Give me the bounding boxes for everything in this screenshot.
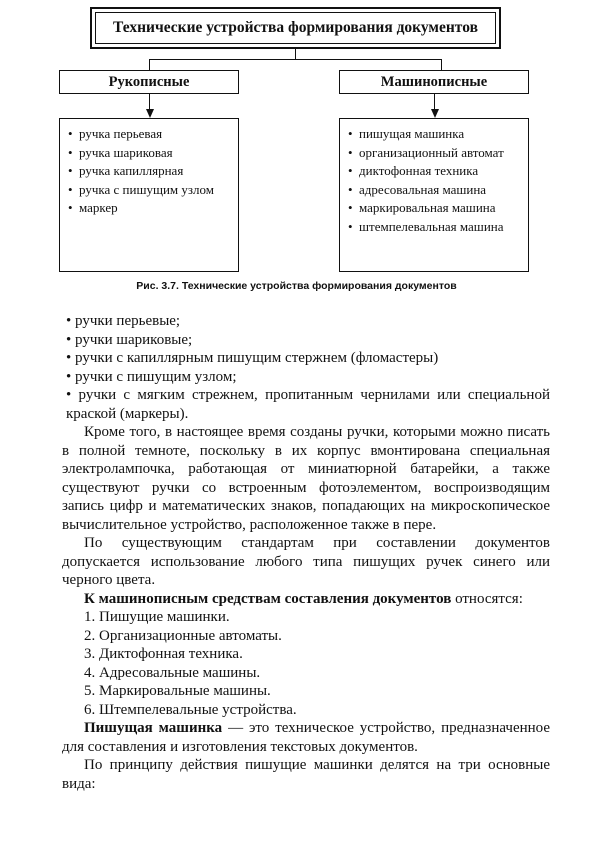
arrow-left-head	[146, 109, 154, 118]
typewritten-list-box	[339, 118, 529, 272]
typewritten-list	[340, 119, 528, 237]
pen-type-item: • ручки с пишущим узлом;	[66, 368, 237, 385]
typewritten-means-heading: К машинописным средствам составления документов относятся:	[84, 590, 523, 607]
handwritten-header: Рукописные	[108, 73, 190, 90]
list-item: • маркировальная машина	[348, 199, 520, 218]
figure-caption: Рис. 3.7. Технические устройства формирования документов	[136, 280, 457, 292]
paragraph-typewriter-kinds: По принципу действия пишущие машинки делятся на три основные вида:	[62, 757, 550, 792]
arrow-right-line	[434, 94, 435, 109]
diagram-title-box	[90, 7, 501, 49]
numbered-item: 1. Пишущие машинки.	[84, 609, 230, 625]
list-item: • ручка с пишущим узлом	[68, 181, 230, 200]
arrow-left-line	[149, 94, 150, 109]
connector-left-down	[149, 59, 150, 70]
numbered-item: 6. Штемпелевальные устройства.	[84, 701, 297, 718]
list-item: • пишущая машинка	[348, 125, 520, 144]
list-item: • ручка капиллярная	[68, 162, 230, 181]
list-item: • диктофонная техника	[348, 162, 520, 181]
list-item: • маркер	[68, 199, 230, 218]
body-text	[62, 312, 550, 793]
pen-type-item: • ручки с мягким стрежнем, пропитанным чернилами или специальной краской (маркеры).	[66, 387, 550, 422]
typewritten-header: Машинописные	[380, 73, 488, 90]
connector-horizontal	[149, 59, 441, 60]
handwritten-list-box	[59, 118, 239, 272]
list-item: • организационный автомат	[348, 144, 520, 163]
pen-type-item: • ручки перьевые;	[66, 313, 181, 329]
list-item: • ручка шариковая	[68, 144, 230, 163]
list-item: • адресовальная машина	[348, 181, 520, 200]
connector-right-down	[441, 59, 442, 70]
arrow-right-head	[431, 109, 439, 118]
list-item: • штемпелевальная машина	[348, 218, 520, 237]
numbered-item: 5. Маркировальные машины.	[84, 683, 271, 699]
handwritten-list	[60, 119, 238, 218]
paragraph-standards: По существующим стандартам при составлении документов допускается использование любого типа пишущих ручек синего или черного цвета.	[62, 535, 550, 588]
numbered-item: 3. Диктофонная техника.	[84, 646, 243, 662]
typewritten-header-box	[339, 70, 529, 94]
connector-title	[295, 49, 296, 59]
numbered-item: 4. Адресовальные машины.	[84, 664, 261, 681]
numbered-item: 2. Организационные автоматы.	[84, 627, 282, 644]
typewriter-definition: Пишущая машинка — это техническое устройство, предназначенное для составления и изготовления текстовых документов.	[62, 720, 550, 755]
pen-type-item: • ручки шариковые;	[66, 331, 193, 348]
pen-type-item: • ручки с капиллярным пишущим стержнем (фломастеры)	[66, 350, 439, 366]
list-item: • ручка перьевая	[68, 125, 230, 144]
handwritten-header-box	[59, 70, 239, 94]
paragraph-special-pens: Кроме того, в настоящее время созданы ручки, которыми можно писать в полной темноте, поскольку в их корпус вмонтирована специальная электролампочка, работающая от миниатюрной батарейки, а также существуют ручки со встроенным фотоэлементом, воспроизводящим запись цифр и математических знаков, попадающих на микроскопическое вычислительное устройство, расположенное также в пере.	[62, 424, 550, 533]
diagram-title: Технические устройства формирования документов	[113, 19, 478, 36]
